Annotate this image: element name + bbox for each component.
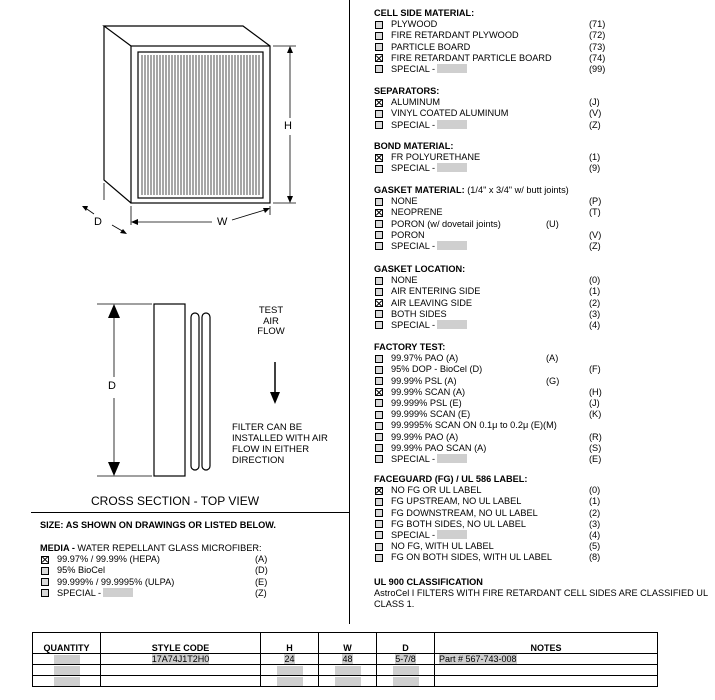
option-label: FG UPSTREAM, NO UL LABEL bbox=[391, 496, 522, 507]
table-cell[interactable] bbox=[261, 676, 319, 687]
option-code: (P) bbox=[589, 196, 602, 207]
checkbox[interactable] bbox=[375, 531, 383, 539]
input-placeholder bbox=[54, 666, 80, 675]
special-fill-field[interactable] bbox=[437, 320, 467, 329]
table-cell[interactable] bbox=[33, 654, 101, 665]
media-subtitle: WATER REPELLANT GLASS MICROFIBER: bbox=[74, 543, 262, 553]
table-cell[interactable] bbox=[261, 665, 319, 676]
option-code: (1) bbox=[589, 286, 601, 297]
option-row bbox=[40, 554, 340, 565]
filter-note-line: DIRECTION bbox=[232, 455, 285, 466]
checkbox[interactable] bbox=[375, 321, 383, 329]
option-row bbox=[374, 152, 714, 163]
option-code: (S) bbox=[589, 442, 602, 453]
special-fill-field[interactable] bbox=[437, 241, 467, 250]
option-code: (99) bbox=[589, 63, 606, 74]
option-row bbox=[374, 398, 714, 409]
option-row bbox=[374, 219, 714, 230]
option-row bbox=[374, 230, 714, 241]
option-label: 99.999% / 99.9995% (ULPA) bbox=[57, 576, 175, 587]
depth-label: D bbox=[94, 216, 102, 228]
checkbox[interactable] bbox=[375, 388, 383, 396]
option-row bbox=[40, 588, 340, 599]
section-title: FACEGUARD (FG) / UL 586 LABEL: bbox=[374, 474, 528, 484]
option-code: (71) bbox=[589, 19, 606, 30]
option-code: (K) bbox=[589, 409, 602, 420]
option-label: 99.99% PAO SCAN (A) bbox=[391, 442, 487, 453]
input-placeholder bbox=[393, 666, 419, 675]
column-divider bbox=[349, 0, 350, 624]
option-label: SPECIAL - bbox=[391, 64, 467, 75]
checkbox[interactable] bbox=[375, 422, 383, 430]
checkbox[interactable] bbox=[375, 399, 383, 407]
option-row bbox=[374, 409, 714, 420]
option-code: (1) bbox=[589, 496, 601, 507]
option-row bbox=[374, 454, 714, 465]
option-label: 99.99% SCAN (A) bbox=[391, 386, 466, 397]
cell-value: 17A74J1T2H0 bbox=[151, 654, 210, 665]
option-row bbox=[374, 541, 714, 552]
section-faceguard-fg-ul-586-label bbox=[374, 474, 714, 564]
checkbox[interactable] bbox=[375, 509, 383, 517]
option-code: (72) bbox=[589, 30, 606, 41]
option-label: FG ON BOTH SIDES, WITH UL LABEL bbox=[391, 552, 552, 563]
option-row bbox=[374, 196, 714, 207]
option-row bbox=[374, 387, 714, 398]
special-fill-field[interactable] bbox=[437, 163, 467, 172]
option-label: PLYWOOD bbox=[391, 19, 438, 30]
section-title: BOND MATERIAL: bbox=[374, 141, 454, 151]
filter-note-line: FLOW IN EITHER bbox=[232, 444, 310, 455]
checkbox[interactable] bbox=[375, 43, 383, 51]
option-row bbox=[374, 108, 714, 119]
option-code: (8) bbox=[589, 552, 601, 563]
checkbox[interactable] bbox=[375, 209, 383, 217]
option-row bbox=[374, 163, 714, 174]
table-cell[interactable] bbox=[319, 665, 377, 676]
table-cell[interactable] bbox=[377, 665, 435, 676]
option-label: 99.999% SCAN (E) bbox=[391, 409, 471, 420]
option-row bbox=[374, 64, 714, 75]
option-code: (4) bbox=[589, 319, 601, 330]
option-label: SPECIAL - bbox=[57, 588, 133, 599]
height-label: H bbox=[284, 120, 292, 132]
option-label: SPECIAL - bbox=[391, 163, 467, 174]
checkbox[interactable] bbox=[375, 54, 383, 62]
option-label: FIRE RETARDANT PLYWOOD bbox=[391, 30, 519, 41]
option-code: (1) bbox=[589, 152, 601, 163]
table-row bbox=[33, 676, 658, 687]
table-cell[interactable] bbox=[435, 676, 658, 687]
column-header: QUANTITY bbox=[33, 633, 101, 654]
option-code: (2) bbox=[589, 507, 601, 518]
option-code: (V) bbox=[589, 229, 602, 240]
table-cell[interactable] bbox=[377, 676, 435, 687]
input-placeholder bbox=[335, 666, 361, 675]
option-label: 99.97% PAO (A) bbox=[391, 353, 459, 364]
option-label: NEOPRENE bbox=[391, 207, 443, 218]
option-code: (3) bbox=[589, 518, 601, 529]
table-cell[interactable] bbox=[377, 654, 435, 665]
checkbox[interactable] bbox=[375, 543, 383, 551]
checkbox[interactable] bbox=[375, 310, 383, 318]
option-row bbox=[374, 508, 714, 519]
filter-note-line: INSTALLED WITH AIR bbox=[232, 433, 328, 444]
checkbox[interactable] bbox=[375, 21, 383, 29]
option-row bbox=[374, 353, 714, 364]
checkbox[interactable] bbox=[375, 65, 383, 73]
option-row bbox=[374, 275, 714, 286]
checkbox[interactable] bbox=[375, 554, 383, 562]
checkbox[interactable] bbox=[375, 220, 383, 228]
option-label: PORON bbox=[391, 229, 425, 240]
checkbox[interactable] bbox=[375, 277, 383, 285]
table-cell[interactable] bbox=[101, 665, 261, 676]
test-air-flow-line: AIR bbox=[263, 315, 279, 327]
section-divider bbox=[31, 512, 349, 513]
section-separators bbox=[374, 86, 714, 131]
filter-direction-note bbox=[232, 422, 342, 466]
option-label: FG DOWNSTREAM, NO UL LABEL bbox=[391, 507, 538, 518]
table-cell[interactable] bbox=[101, 654, 261, 665]
special-fill-field[interactable] bbox=[437, 120, 467, 129]
option-row bbox=[374, 320, 714, 331]
option-label: SPECIAL - bbox=[391, 241, 467, 252]
option-label: SPECIAL - bbox=[391, 454, 467, 465]
cell-value: 5-7/8 bbox=[395, 654, 416, 665]
section-title: GASKET MATERIAL: (1/4" x 3/4" w/ butt joints) bbox=[374, 185, 569, 195]
table-cell[interactable] bbox=[261, 654, 319, 665]
section-gasket-material bbox=[374, 185, 714, 252]
section-factory-test bbox=[374, 342, 714, 465]
section-title: SEPARATORS: bbox=[374, 86, 440, 96]
checkbox[interactable] bbox=[375, 99, 383, 107]
option-code: (0) bbox=[589, 275, 601, 286]
option-row bbox=[374, 53, 714, 64]
checkbox[interactable] bbox=[375, 231, 383, 239]
input-placeholder bbox=[277, 666, 303, 675]
table-row bbox=[33, 665, 658, 676]
option-code: (R) bbox=[589, 431, 602, 442]
option-row bbox=[374, 120, 714, 131]
option-code: (0) bbox=[589, 485, 601, 496]
option-code: (E) bbox=[255, 576, 268, 587]
media-title-bold: MEDIA - bbox=[40, 543, 75, 553]
column-header: STYLE CODE bbox=[101, 633, 261, 654]
checkbox[interactable] bbox=[375, 299, 383, 307]
checkbox[interactable] bbox=[41, 556, 49, 564]
order-table bbox=[32, 632, 658, 687]
option-row bbox=[374, 286, 714, 297]
cell-value: 48 bbox=[342, 654, 353, 665]
checkbox[interactable] bbox=[375, 487, 383, 495]
option-code: (9) bbox=[589, 163, 601, 174]
option-label: AIR ENTERING SIDE bbox=[391, 286, 481, 297]
option-row bbox=[374, 530, 714, 541]
option-code: (J) bbox=[589, 397, 600, 408]
ul900-text: AstroCel I FILTERS WITH FIRE RETARDANT CELL SIDES ARE CLASSIFIED UL CLASS 1. bbox=[374, 588, 708, 609]
input-placeholder bbox=[54, 677, 80, 686]
option-label: SPECIAL - bbox=[391, 530, 467, 541]
filter-note-line: FILTER CAN BE bbox=[232, 422, 303, 433]
option-row bbox=[374, 364, 714, 375]
option-row bbox=[374, 42, 714, 53]
checkbox[interactable] bbox=[375, 444, 383, 452]
special-fill-field[interactable] bbox=[103, 588, 133, 597]
cell-value: Part # 567-743-008 bbox=[439, 654, 517, 665]
input-placeholder bbox=[393, 677, 419, 686]
option-label: NONE bbox=[391, 196, 418, 207]
input-placeholder bbox=[54, 655, 80, 664]
option-code: (73) bbox=[589, 41, 606, 52]
option-row bbox=[374, 443, 714, 454]
option-mid-code: (G) bbox=[546, 375, 560, 386]
option-label: FIRE RETARDANT PARTICLE BOARD bbox=[391, 52, 552, 63]
option-code: (5) bbox=[589, 541, 601, 552]
table-cell[interactable] bbox=[319, 654, 377, 665]
option-code: (3) bbox=[589, 308, 601, 319]
special-fill-field[interactable] bbox=[437, 454, 467, 463]
option-row bbox=[374, 485, 714, 496]
column-header: D bbox=[377, 633, 435, 654]
table-cell[interactable] bbox=[33, 676, 101, 687]
media-section bbox=[40, 543, 340, 599]
section-gasket-location bbox=[374, 264, 714, 331]
checkbox[interactable] bbox=[41, 578, 49, 586]
option-row bbox=[374, 30, 714, 41]
input-placeholder bbox=[277, 677, 303, 686]
checkbox[interactable] bbox=[375, 366, 383, 374]
option-row bbox=[374, 420, 714, 431]
option-code: (F) bbox=[589, 364, 601, 375]
option-label: 99.99% PAO (A) bbox=[391, 431, 459, 442]
table-cell[interactable] bbox=[435, 654, 658, 665]
option-row bbox=[374, 496, 714, 507]
option-row bbox=[374, 207, 714, 218]
checkbox[interactable] bbox=[375, 455, 383, 463]
option-label: PARTICLE BOARD bbox=[391, 41, 471, 52]
table-cell[interactable] bbox=[435, 665, 658, 676]
column-header: H bbox=[261, 633, 319, 654]
option-label: BOTH SIDES bbox=[391, 308, 447, 319]
option-label: PORON (w/ dovetail joints) bbox=[391, 218, 501, 229]
option-code: (2) bbox=[589, 297, 601, 308]
column-header: NOTES bbox=[435, 633, 658, 654]
option-code: (J) bbox=[589, 97, 600, 108]
input-placeholder bbox=[335, 677, 361, 686]
checkbox[interactable] bbox=[375, 198, 383, 206]
section-subtitle: (1/4" x 3/4" w/ butt joints) bbox=[464, 185, 569, 195]
option-row bbox=[374, 376, 714, 387]
option-label: AIR LEAVING SIDE bbox=[391, 297, 473, 308]
column-header: W bbox=[319, 633, 377, 654]
option-code: (Z) bbox=[255, 587, 267, 598]
test-air-flow-line: FLOW bbox=[257, 326, 285, 337]
checkbox[interactable] bbox=[375, 433, 383, 441]
size-note: SIZE: AS SHOWN ON DRAWINGS OR LISTED BELOW. bbox=[40, 520, 276, 530]
option-label: SPECIAL - bbox=[391, 120, 467, 131]
table-cell[interactable] bbox=[33, 665, 101, 676]
option-code: (Z) bbox=[589, 240, 601, 251]
option-row bbox=[374, 552, 714, 563]
option-label: FR POLYURETHANE bbox=[391, 152, 481, 163]
option-code: (E) bbox=[589, 453, 602, 464]
option-label: 99.9995% SCAN ON 0.1μ to 0.2μ (E)(M) bbox=[391, 420, 557, 431]
table-row bbox=[33, 654, 658, 665]
option-row bbox=[374, 309, 714, 320]
checkbox[interactable] bbox=[41, 567, 49, 575]
cell-value: 24 bbox=[284, 654, 295, 665]
option-label: NO FG OR UL LABEL bbox=[391, 485, 482, 496]
option-label: VINYL COATED ALUMINUM bbox=[391, 108, 509, 119]
option-label: 95% DOP - BioCel (D) bbox=[391, 364, 483, 375]
cross-depth-label: D bbox=[108, 380, 116, 392]
width-label: W bbox=[217, 216, 228, 228]
checkbox[interactable] bbox=[375, 242, 383, 250]
option-mid-code: (A) bbox=[546, 353, 559, 364]
option-row bbox=[374, 432, 714, 443]
option-code: (A) bbox=[255, 554, 268, 565]
cross-section-caption: CROSS SECTION - TOP VIEW bbox=[91, 494, 260, 508]
option-row bbox=[40, 565, 340, 576]
option-label: 99.99% PSL (A) bbox=[391, 375, 457, 386]
option-row bbox=[374, 241, 714, 252]
section-cell-side-material bbox=[374, 8, 714, 75]
option-label: 99.999% PSL (E) bbox=[391, 397, 462, 408]
option-code: (H) bbox=[589, 386, 602, 397]
option-label: FG BOTH SIDES, NO UL LABEL bbox=[391, 518, 526, 529]
option-code: (74) bbox=[589, 52, 606, 63]
option-row bbox=[40, 577, 340, 588]
checkbox[interactable] bbox=[375, 377, 383, 385]
option-row bbox=[374, 19, 714, 30]
checkbox[interactable] bbox=[375, 355, 383, 363]
section-title: FACTORY TEST: bbox=[374, 342, 446, 352]
section-title: CELL SIDE MATERIAL: bbox=[374, 8, 475, 18]
section-title: GASKET LOCATION: bbox=[374, 264, 466, 274]
checkbox[interactable] bbox=[375, 110, 383, 118]
test-air-flow-label bbox=[252, 306, 290, 338]
ul900-title: UL 900 CLASSIFICATION bbox=[374, 577, 483, 587]
option-row bbox=[374, 97, 714, 108]
option-label: 99.97% / 99.99% (HEPA) bbox=[57, 554, 160, 565]
option-code: (T) bbox=[589, 207, 601, 218]
option-code: (Z) bbox=[589, 119, 601, 130]
table-cell[interactable] bbox=[319, 676, 377, 687]
media-title bbox=[40, 543, 340, 554]
special-fill-field[interactable] bbox=[437, 530, 467, 539]
checkbox[interactable] bbox=[375, 498, 383, 506]
special-fill-field[interactable] bbox=[437, 64, 467, 73]
checkbox[interactable] bbox=[375, 121, 383, 129]
checkbox[interactable] bbox=[375, 411, 383, 419]
option-row bbox=[374, 519, 714, 530]
checkbox[interactable] bbox=[375, 154, 383, 162]
checkbox[interactable] bbox=[375, 288, 383, 296]
section-bond-material bbox=[374, 141, 714, 175]
option-code: (V) bbox=[589, 108, 602, 119]
option-code: (D) bbox=[255, 565, 268, 576]
option-label: 95% BioCel bbox=[57, 565, 106, 576]
option-row bbox=[374, 298, 714, 309]
option-mid-code: (U) bbox=[546, 218, 559, 229]
table-cell[interactable] bbox=[101, 676, 261, 687]
checkbox[interactable] bbox=[375, 520, 383, 528]
option-label: NONE bbox=[391, 275, 418, 286]
test-air-flow-line: TEST bbox=[258, 305, 284, 316]
option-label: ALUMINUM bbox=[391, 97, 441, 108]
checkbox[interactable] bbox=[375, 32, 383, 40]
ul900-section bbox=[374, 577, 709, 610]
option-label: SPECIAL - bbox=[391, 320, 467, 331]
option-label: NO FG, WITH UL LABEL bbox=[391, 541, 494, 552]
checkbox[interactable] bbox=[41, 589, 49, 597]
option-code: (4) bbox=[589, 529, 601, 540]
checkbox[interactable] bbox=[375, 165, 383, 173]
